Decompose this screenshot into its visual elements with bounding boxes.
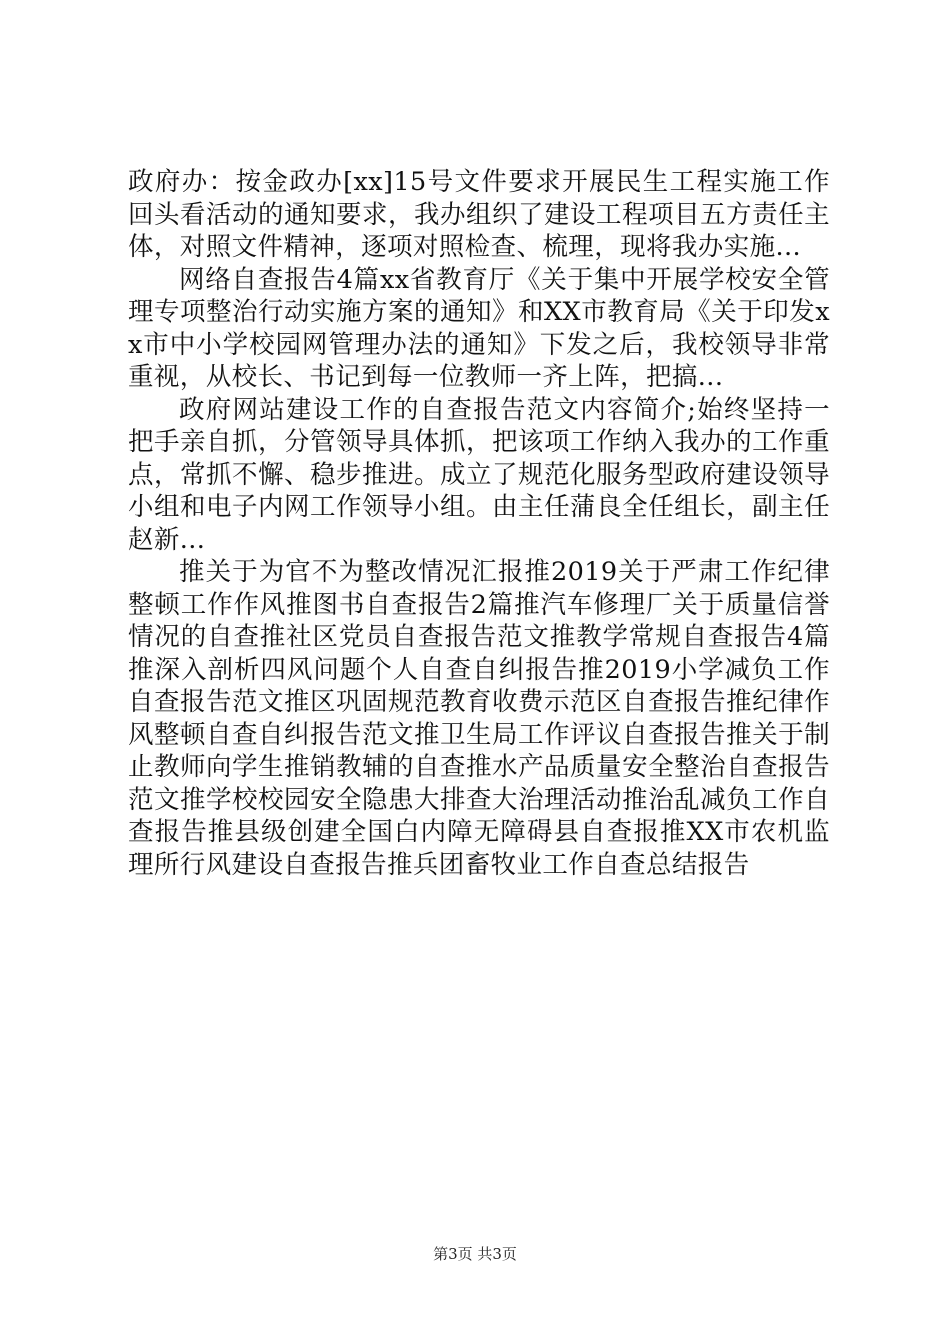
- page-footer: 第3页 共3页: [433, 1245, 517, 1263]
- paragraph-3: 政府网站建设工作的自查报告范文内容简介;始终坚持一把手亲自抓，分管领导具体抓，把该项工作纳入我办的工作重点，常抓不懈、稳步推进。成立了规范化服务型政府建设领导小组和电子内网工作领导小组。由主任蒲良全任组长，副主任赵新...: [128, 394, 830, 555]
- paragraph-2: 网络自查报告4篇xx省教育厅《关于集中开展学校安全管理专项整治行动实施方案的通知》和XX市教育局《关于印发xx市中小学校园网管理办法的通知》下发之后，我校领导非常重视，从校长、书记到每一位教师一齐上阵，把搞...: [128, 264, 830, 392]
- document-body: [128, 166, 830, 881]
- paragraph-1: 政府办：按金政办[xx]15号文件要求开展民生工程实施工作回头看活动的通知要求，我办组织了建设工程项目五方责任主体，对照文件精神，逐项对照检查、梳理，现将我办实施...: [128, 167, 830, 262]
- paragraph-4: 推关于为官不为整改情况汇报推2019关于严肃工作纪律整顿工作作风推图书自查报告2篇推汽车修理厂关于质量信誉情况的自查推社区党员自查报告范文推教学常规自查报告4篇推深入剖析四风问题个人自查自纠报告推2019小学减负工作自查报告范文推区巩固规范教育收费示范区自查报告推纪律作风整顿自查自纠报告范文推卫生局工作评议自查报告推关于制止教师向学生推销教辅的自查推水产品质量安全整治自查报告范文推学校校园安全隐患大排查大治理活动推治乱减负工作自查报告推县级创建全国白内障无障碍县自查报推XX市农机监理所行风建设自查报告推兵团畜牧业工作自查总结报告: [128, 557, 830, 880]
